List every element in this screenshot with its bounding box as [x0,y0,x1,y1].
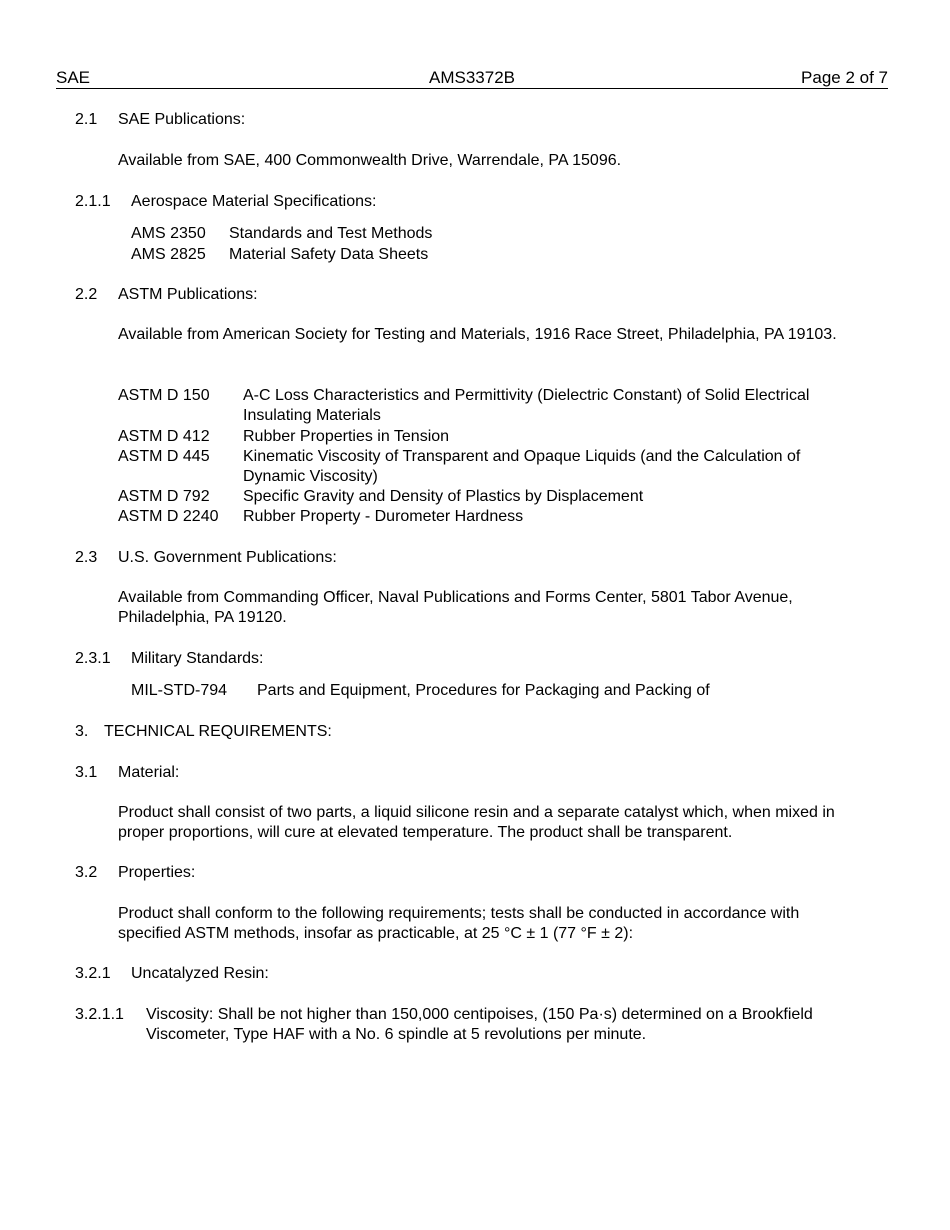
reference-title: Specific Gravity and Density of Plastics by Displacement [243,488,644,505]
reference-code: AMS 2350 [131,225,206,242]
section-heading [75,192,377,212]
reference-row [131,245,429,265]
section-paragraph: Available from SAE, 400 Commonwealth Drive, Warrendale, PA 15096. [118,152,622,169]
section-title: Properties: [118,864,196,881]
reference-code: ASTM D 445 [118,448,210,465]
reference-row [118,447,878,485]
reference-code: ASTM D 2240 [118,508,219,525]
reference-code: MIL-STD-794 [131,682,228,699]
reference-title: Rubber Properties in Tension [243,428,450,445]
header-organization: SAE [56,68,91,87]
section-number: 2.2 [75,286,98,303]
section-heading [75,285,258,305]
reference-code: AMS 2825 [131,246,206,263]
section-title: Uncatalyzed Resin: [131,965,269,982]
section-number: 2.1.1 [75,193,111,210]
section-heading [75,722,332,742]
section-title: SAE Publications: [118,111,246,128]
section-number: 3. [75,723,89,740]
section-number: 2.3.1 [75,650,111,667]
reference-row [118,487,878,507]
section-title: TECHNICAL REQUIREMENTS: [104,723,332,740]
section-number: 2.3 [75,549,98,566]
reference-row [118,386,878,424]
reference-code: ASTM D 792 [118,488,210,505]
header-document-number: AMS3372B [429,68,515,87]
reference-row [131,224,433,244]
reference-code: ASTM D 412 [118,428,210,445]
section-heading [75,863,196,883]
section-paragraph: Viscosity: Shall be not higher than 150,000 centipoises, (150 Pa·s) determined on a Brookfield Viscometer, Type HAF with a No. 6 spindle at 5 revolutions per minute. [146,1006,813,1043]
section-paragraph: Product shall consist of two parts, a liquid silicone resin and a separate catalyst which, when mixed in proper proportions, will cure at elevated temperature. The product shall be transparent. [118,804,835,841]
section-heading [75,763,180,783]
section-heading [75,964,269,984]
reference-title: Standards and Test Methods [229,225,433,242]
reference-row [118,507,878,527]
section-title: ASTM Publications: [118,286,258,303]
section-heading [75,110,246,130]
section-heading [75,548,337,568]
section-title: Material: [118,764,180,781]
section-title: Military Standards: [131,650,264,667]
section-number: 3.2 [75,864,98,881]
section-heading [75,649,264,669]
page-header [56,68,888,89]
reference-code: ASTM D 150 [118,387,210,404]
section-title: U.S. Government Publications: [118,549,337,566]
reference-title: Material Safety Data Sheets [229,246,429,263]
reference-title: Kinematic Viscosity of Transparent and Opaque Liquids (and the Calculation of Dynamic Viscosity) [243,448,801,485]
header-page-number: Page 2 of 7 [801,68,888,87]
reference-row [131,681,710,701]
reference-title: A-C Loss Characteristics and Permittivity (Dielectric Constant) of Solid Electrical Insulating Materials [243,387,810,424]
section-title: Aerospace Material Specifications: [131,193,377,210]
section-paragraph: Product shall conform to the following requirements; tests shall be conducted in accordance with specified ASTM methods, insofar as practicable, at 25 °C ± 1 (77 °F ± 2): [118,905,800,942]
reference-title: Parts and Equipment, Procedures for Packaging and Packing of [257,682,710,699]
reference-row [118,427,878,447]
section-paragraph: Available from American Society for Testing and Materials, 1916 Race Street, Philadelphia, PA 19103. [118,326,837,343]
section-paragraph: Available from Commanding Officer, Naval Publications and Forms Center, 5801 Tabor Avenue, Philadelphia, PA 19120. [118,589,793,626]
reference-title: Rubber Property - Durometer Hardness [243,508,524,525]
section-number: 3.2.1 [75,965,111,982]
section-number: 3.1 [75,764,98,781]
section-number: 3.2.1.1 [75,1006,124,1023]
section-number: 2.1 [75,111,98,128]
